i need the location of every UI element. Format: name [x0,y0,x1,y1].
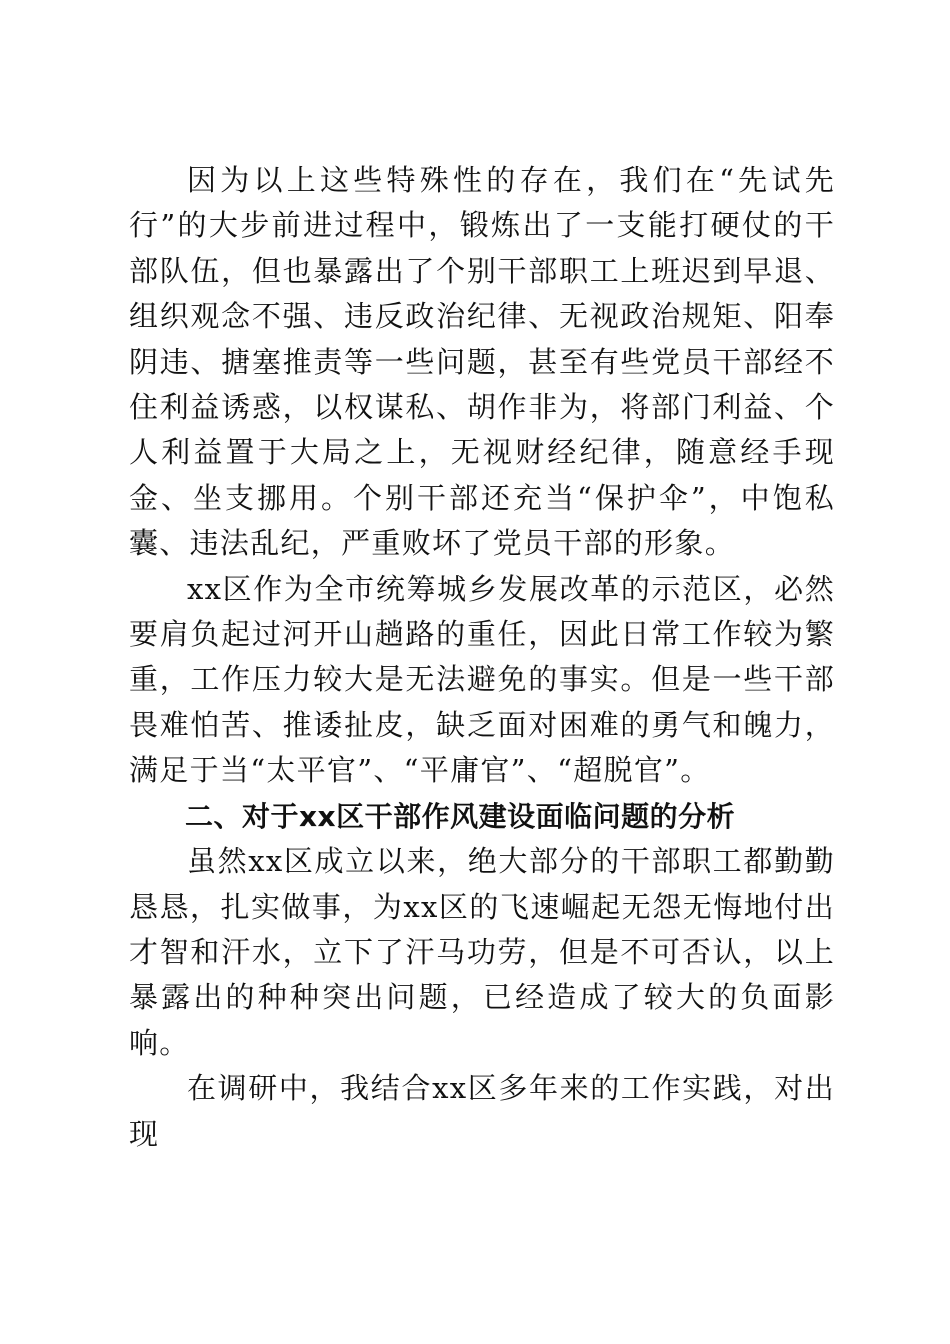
section-heading: 二、对于xx区干部作风建设面临问题的分析 [185,799,736,833]
paragraph-research: 在调研中，我结合xx区多年来的工作实践，对出现 [129,1071,835,1151]
paragraph-negative-impact: 虽然xx区成立以来，绝大部分的干部职工都勤勤恳恳，扎实做事，为xx区的飞速崛起无怨无悔地付出才智和汗水，立下了汗马功劳，但是不可否认，以上暴露出的种种突出问题，已经造成了较大的负面影响。 [129,844,835,1060]
paragraph-demonstration-zone: xx区作为全市统筹城乡发展改革的示范区，必然要肩负起过河开山趟路的重任，因此日常工作较为繁重，工作压力较大是无法避免的事实。但是一些干部畏难怕苦、推诿扯皮，缺乏面对困难的勇气和魄力，满足于当“太平官”、“平庸官”、“超脱官”。 [129,571,835,788]
document-body [129,158,835,1157]
paragraph-special-circumstances: 因为以上这些特殊性的存在，我们在“先试先行”的大步前进过程中，锻炼出了一支能打硬仗的干部队伍，但也暴露出了个别干部职工上班迟到早退、组织观念不强、违反政治纪律、无视政治规矩、阳奉阴违、搪塞推责等一些问题，甚至有些党员干部经不住利益诱惑，以权谋私、胡作非为，将部门利益、个人利益置于大局之上，无视财经纪律，随意经手现金、坐支挪用。个别干部还充当“保护伞”，中饱私囊、违法乱纪，严重败坏了党员干部的形象。 [129,163,835,561]
